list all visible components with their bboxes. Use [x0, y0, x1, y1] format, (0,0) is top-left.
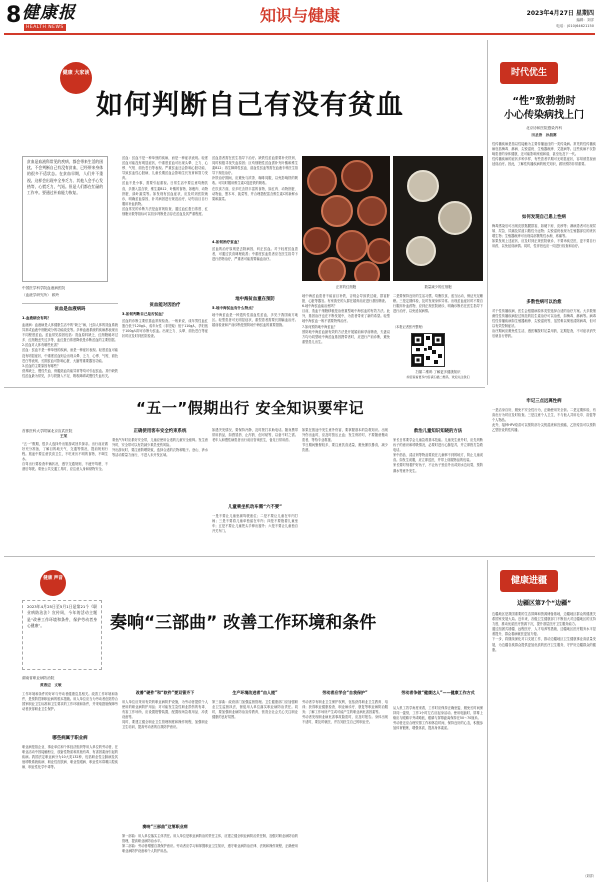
- bottom-right-divider: [487, 560, 488, 882]
- right-kicker-label: 时代优生: [510, 68, 547, 78]
- right-subtitle3: 牢记三点远离性病: [526, 399, 562, 404]
- middle-story-title: “五一”假期出行 安全知识要牢记: [136, 399, 364, 417]
- reduced-rbc-caption: 数量减少的红细胞: [424, 285, 452, 289]
- right-body4: 一是洁身自好，避免不安全性行为，正确使用安全套。二是定期体检，有高危行为时应及时检查。三是注意个人卫生，不与他人共用毛巾、浴盆等个人物品。 此外，接种HPV疫苗可以预防部分尖锐湿疣和宫颈癌，乙肝疫苗可以预防乙型肝炎的性传播。: [492, 408, 596, 433]
- bottom-kicker-badge: [40, 570, 66, 596]
- bottom-author-org: 湖南省职业病防治院: [22, 676, 55, 680]
- normal-rbc-image: [302, 156, 390, 281]
- col3-subtitle: 地中海贫血重在预防: [235, 297, 275, 302]
- bottom-author: 黄燕迈 文敏: [40, 683, 62, 687]
- issue-editor: 编辑：刘洋: [576, 18, 594, 22]
- issue-date: 2023年4月27日 星期四: [526, 10, 594, 17]
- bottom-subtitle4: 生产环境改进者“由人提”: [232, 690, 278, 695]
- bottom-subtitle1: 哪些病属于职业病: [52, 736, 88, 741]
- middle-body1: “五一”假期，很多人选择外出旅游或回乡探亲。出行前应做好充分准备，了解目的地天气、交通等情况，提前规划行程。旅途中要注意饮食卫生，不吃来历不明的食物，不喝生水。 自驾出行要检查车辆状况，遵守交通规则，不疲劳驾驶、不酒后驾驶。乘坐公共交通工具时，应注意人身和财物安全。: [22, 442, 108, 472]
- col3-body3: 地中海贫血是一种遗传性溶血性贫血，多见于我国南方地区。轻型患者可无明显症状，重型患者需要长期输血治疗。婚前检查和产前诊断是预防地中海贫血的重要措施。: [212, 313, 298, 328]
- bottom-col5-body: 从人机工效学角度来看，工作时应保持正确坐姿，避免长时间保持同一姿势，工作1小时左右应起身活动。使用电脑时，屏幕上缘应与眼睛平齐或略低，眼睛与屏幕距离保持在50～70厘米。 劳动者还应合理安排工作和休息时间，保持良好的心态，积极参加体育锻炼，增强体质，提高身体素质。: [393, 706, 483, 731]
- masthead: [0, 0, 599, 36]
- bottom-body1: 工作环境和条件的好坏与劳动者健康息息相关。改善工作环境和条件，是预防控制职业病的根本措施。用人单位应当为劳动者创造符合国家职业卫生标准和卫生要求的工作环境和条件，并采取措施保障劳动者获得职业卫生保护。: [22, 692, 118, 712]
- bottom-kicker-label: 健康 声音: [43, 576, 63, 581]
- bottom-right-note: （刘洋）: [583, 874, 596, 878]
- bottom-body4: 第一部曲：用人单位落实主体责任。用人单位是职业病防治的责任主体，应建立健全职业病防治责任制，加强对职业病防治的管理，提高职业病防治水平。 第二部曲：劳动者增强自我保护意识。劳动者应学习和掌握职业卫生知识，遵守职业病防治法律、法规和操作规程，正确使用职业病防护设备和个人防护用品。: [122, 834, 298, 854]
- middle-author-org: 首都医科大学附属北京宣武医院: [22, 429, 73, 433]
- masthead-rule: [4, 33, 595, 35]
- section1-body: 血液病：血液病是人体健康生活中的“缺乏”病，比如人体的造血系统异常或血液中细胞成分的功能改变等。多种血液系统的疾病都表现出不同程度贫血。贫血常见原因包括：造血原料缺乏、红细胞破坏过多、红细胞丢失过多等，血红蛋白浓度降低是诊断贫血的主要依据。 2.贫血对人体有哪些危害？ 贫血：贫血不是一种单独的疾病，而是一种症状表现。轻度贫血可能没有明显症状，中重度贫血则会出现头晕、乏力、心悸、气短、面色苍白等表现，长期贫血可影响心脏、大脑等重要器官功能。 3.贫血的主要原因有哪些？ 营养缺乏、慢性失血、骨髓造血功能异常等均可引起贫血。其中缺铁性贫血最为常见，多与铁摄入不足、吸收障碍或慢性失血有关。: [22, 323, 118, 378]
- bottom-story-top-rule: [4, 556, 595, 557]
- top-sidebar-divider: [22, 303, 118, 304]
- right-author: 田圣涛 孙晨赛: [531, 133, 557, 137]
- col2-body: 贫血：贫血不是一种单独的疾病，而是一种症状表现。轻度贫血可能没有明显症状，中重度贫血可出现头晕、乏力、心悸、气短、面色苍白等表现。严重贫血还会影响心脏功能，导致贫血性心脏病，儿童长期贫血会影响生长发育和智力发育。 贫血不是小事，需要引起重视。日常生活中要注意均衡饮食，多摄入富含铁、维生素B12、叶酸的食物，如瘦肉、动物肝脏、绿叶蔬菜等。如发现有贫血症状，应及时到医院就诊，明确贫血原因，针对病因进行规范治疗，切勿盲目自行服用补血药物。 贫血常见的诊断方法是血常规检查，通过血红蛋白浓度、红细胞计数等指标可以初步判断是否存在贫血及其严重程度。: [122, 156, 208, 217]
- middle-author: 王某: [60, 434, 68, 438]
- middle-subtitle1: 正确使用客车安全约束系统: [133, 429, 187, 434]
- bottom-story-title: 奏响“三部曲” 改善工作环境和条件: [110, 613, 377, 633]
- bottom-subtitle2: 改善“硬件”和“软件”要双管齐下: [135, 690, 195, 695]
- right-col-divider: [487, 40, 488, 385]
- right-author-org: 北京协和医院感染内科: [526, 126, 562, 130]
- bottom-info-text: 2023年4月25日至5月1日是第21个《职业病防治法》宣传周，今年的活动主题是“改善工作环境和条件，保护劳动者身心健康”。: [27, 604, 97, 629]
- right-body3: 对于性传播疾病，医生会根据病原体类型选择合适的治疗方案。大多数细菌性性传播疾病经过规范的抗生素治疗可以治愈，如梅毒、淋病等。病毒性性传播疾病如生殖器疱疹、尖锐湿疣等，虽然难以彻底清除病毒，但可以有效控制症状。 治疗期间应避免性生活，遵医嘱按时足量用药，定期复查，不可症状消失后就自行停药。: [492, 309, 596, 339]
- middle-body6: 家长日常要学会儿童急救基本技能。儿童发生意外时，应先判断孩子的意识和呼吸情况，必要时进行心肺复苏，并立即拨打急救电话。 家中药品、清洁剂等物品要放在儿童够不到的地方，防止儿童误食。如发生误服，应立即送医，并带上误服物品的包装。 家长要时刻看护好孩子，不让孩子独自外出或到水边玩耍，预防溺水等意外发生。: [393, 438, 483, 473]
- kicker-label: 健康 大家谈: [62, 70, 90, 76]
- section1-question: 1.血液病会有吗？: [22, 316, 52, 320]
- bottom-right-kicker-label: 健康进疆: [510, 576, 547, 586]
- normal-rbc-caption: 正常的红细胞: [335, 285, 357, 289]
- newspaper-logo-en: HEALTH NEWS: [26, 25, 64, 30]
- bottom-right-body: 边疆地区是我国重要的生态屏障和资源储备基地，边疆地区群众的健康关系国家发展大局。近年来，各级卫生健康部门不断加大对边疆地区的支持力度，推动优质医疗资源下沉，提升基层医疗卫生服务能力。 通过组团式援疆、远程医疗、人才培养等措施，边疆地区医疗服务水平显著提升，群众看病就医更加方便。 下一步，将继续深化对口支援工作，推动边疆地区卫生健康事业高质量发展，为边疆各族群众提供更加优质的医疗卫生服务，守护好边疆群众的健康。: [492, 612, 596, 652]
- middle-subtitle2: 儿童乘坐机动车需“六不要”: [227, 505, 283, 510]
- bottom-body3: 用人单位应采用有效的职业病防护设施，为劳动者提供个人使用的职业病防护用品；对可能发生急性职业损伤的有毒、有害工作场所，应设置报警装置，配置现场急救用品、冲洗设备等。 同时，要建立健全职业卫生管理制度和操作规程，加强职业卫生培训，提高劳动者的自我防护意识。: [122, 700, 208, 730]
- col2-question: 3.如何判断自己是否贫血？: [122, 312, 166, 316]
- col2-subtitle: 贫血能对因治疗: [149, 303, 181, 308]
- bottom-right-title: 边疆区第7个“边疆”: [516, 600, 572, 607]
- col3-body: 贫血患者需在医生指导下治疗。缺铁性贫血需要补充铁剂，同时积极寻找失血原因；巨幼细胞性贫血需补充叶酸和维生素B12；再生障碍性贫血、溶血性贫血等需在血液专科医生指导下规范治疗。 补铁治疗期间，应避免与浓茶、咖啡同服，以免影响铁的吸收。可同时服用维生素C促进铁的吸收。 在饮食方面，应多吃含铁丰富的食物，如红肉、动物肝脏、动物血、黑木耳、菠菜等，并合理搭配富含维生素C的新鲜水果和蔬菜。: [212, 156, 298, 201]
- col4-body: 地中海贫血患者不能盲目补铁，否则会导致铁过载，损害肝脏、心脏等器官。有家族史的人群在婚育前应进行基因筛查。 6.地中海贫血能治愈吗？ 目前，造血干细胞移植是治愈重型地中海贫血的有效方法。此外，基因治疗也在不断发展中，为患者带来了新的希望。轻型地中海贫血一般不需要特殊治疗。 7.如何预防地中海贫血？ 预防地中海贫血最有效的方法是开展婚前和孕前筛查，夫妻双方均为同型地中海贫血基因携带者时，应进行产前诊断，避免重型患儿出生。: [302, 294, 390, 344]
- bottom-subtitle3: 奏响“三部曲”这第职业病: [142, 824, 188, 829]
- section-title: 知识与健康: [259, 6, 340, 25]
- qr-caption-2: 如需查看更多内容请扫描二维码，欢迎关注我们: [406, 375, 470, 379]
- middle-body2: 乘坐汽车时应系好安全带，儿童应使用合适的儿童安全座椅。发生意外时，安全带可以有效减少乘员受伤风险。 外出游玩时，要注意防晒防蚊，选择合适的衣物和鞋子。登山、涉水等活动要量力而行，不进入未开发区域。: [112, 438, 208, 458]
- right-body2: 梅毒感染后可出现皮肤黏膜损害，如硬下疳、皮疹等；淋病患者可出现尿频、尿急、尿痛及尿道口脓性分泌物；尖锐湿疣表现为生殖器部位的疣状增生物；生殖器疱疹可出现局部簇集性水疱、疼痛等。 如果发现上述症状，应及时到正规医院就诊，不要讳疾忌医，更不要自行用药，以免延误病情。同时，性伴侣也应一同进行检查和治疗。: [492, 224, 596, 249]
- reduced-rbc-image: [393, 156, 483, 281]
- col2-body2: 贫血的诊断主要依靠血常规检查。一般来说，成年男性血红蛋白低于120g/L，成年女性（非妊娠）低于110g/L，孕妇低于100g/L即可诊断为贫血。出现乏力、头晕、面色苍白等症状时应及时到医院检查。: [122, 319, 208, 339]
- bottom-body2: 职业病是指企业、事业单位和个体经济组织等用人单位的劳动者，在职业活动中因接触粉尘、放射性物质和其他有毒、有害因素而引起的疾病。我国法定职业病分为10大类132种，包括职业性尘肺病及其他呼吸系统疾病、职业性皮肤病、职业性眼病、职业性耳鼻喉口腔疾病、职业性化学中毒等。: [22, 745, 118, 770]
- col5-note: （本报记者张丹整理）: [393, 325, 425, 329]
- qr-caption: 扫描二维码 了解更多健康知识: [415, 370, 461, 374]
- middle-body4: 一是不要让儿童坐副驾驶座位；二是不要让儿童在车内打闹；三是不要将儿童单独留在车内；四是不要抱着儿童坐车；五是不要让儿童把头手伸出窗外；六是不要让儿童独自开关车门。: [212, 514, 298, 534]
- bottom-body6: 劳动者享有职业卫生保护权利，包括获得职业卫生教育、培训；获得职业健康检查、职业病诊疗、康复等职业病防治服务；了解工作场所产生或可能产生的职业病危害因素等。 劳动者发现职业病危害事故隐患时，应及时报告。身体出现不适时，要及时就医，并告知医生自己的职业史。: [302, 700, 388, 725]
- col3-question5: 5.地中海贫血有什么特点？: [212, 306, 256, 310]
- middle-subtitle3: 救治儿童知识知晓的方法: [413, 429, 463, 434]
- right-body1: 性传播疾病是指以性接触为主要传播途径的一类传染病。常见的性传播疾病包括梅毒、淋病、尖锐湿疣、生殖器疱疹、艾滋病等。这些疾病不仅影响患者的身体健康，还可能影响家庭和谐，甚至危及下一代。 性传播疾病的症状多种多样，有些患者早期可无明显症状，容易被忽视而延误治疗。因此，了解性传播疾病的相关知识，做好预防非常重要。: [492, 142, 596, 167]
- top-sidebar-author-org: 中国医学科学院血液病医院: [22, 286, 66, 290]
- col5-body: 二是要保持良好的生活习惯，均衡饮食，适当运动，保证充足睡眠。三是定期体检，及时发现身体异常。出现贫血症状时不要自行服用补血药物，应到正规医院就诊，明确诊断后在医生指导下进行治疗，以免延误病情。: [393, 294, 483, 314]
- bottom-subtitle5: 劳动者应学会“自我保护”: [322, 690, 368, 695]
- page-number: 8: [6, 3, 22, 28]
- section1-subtitle: 贫血是血液病吗: [54, 307, 86, 312]
- middle-story-top-rule: [4, 387, 485, 388]
- bottom-col5-subtitle: 劳动者争做“健康达人”——健康工作方式: [401, 690, 475, 695]
- newspaper-logo: 健康报: [22, 3, 76, 23]
- col3-question: 4.如何治疗贫血？: [212, 240, 242, 244]
- right-subtitle2: 多数性病可以治愈: [526, 300, 562, 305]
- col3-body2: 贫血的治疗原则是去除病因，纠正贫血。对于轻度贫血患者，可通过饮食调理改善；中重度贫血患者应在医生指导下进行药物治疗，严重者可能需要输血治疗。: [212, 247, 298, 262]
- top-story-title: 如何判断自己有没有贫血: [96, 90, 404, 121]
- right-subtitle1: 如何发现自己患上性病: [522, 215, 566, 220]
- middle-body5: 如果在旅途中发生意外伤害，要掌握基本的急救知识。出现外伤出血时，应及时按压止血；发生骨折时，不要随意搬动患者，等待专业救援。 节日期间聚餐较多，要注意饮食适量，避免暴饮暴食，减少饮酒。: [302, 428, 388, 453]
- bottom-body5: 第三部曲：政府部门加强监督管理。卫生健康部门应加强职业卫生监督执法，督促用人单位落实职业病防治责任。同时，要加强职业病防治宣传教育，营造全社会关心关注职业健康的良好氛围。: [212, 700, 298, 720]
- qr-code: [411, 333, 445, 367]
- middle-body3: 如遇突发情况，要保持冷静，及时拨打求助电话。随身携带常用药品，如感冒药、止泻药、创可贴等，以备不时之需。老年人和慢性病患者出行前应咨询医生，备足日常用药。: [212, 428, 298, 443]
- top-sidebar-author: （血液学研究所） 顾玲: [22, 293, 60, 297]
- top-sidebar-text: 贫血是血液科常见的疾病，都会带来生活的困扰。不会判断自己有没有贫血，已经带来身体的很多不适状态。在贫血早期，人们并不重视。这样会出现中全身乏力、其他人会手心发热等，心慌乏力，气短。但是人们都在忙碌的工作中。要通过补血能力恢复。: [27, 159, 103, 196]
- issue-phone: 电话：(010)64621150: [556, 24, 594, 28]
- right-title-line1: “性”致勃勃时: [512, 96, 576, 107]
- right-title-line2: 小心传染病找上门: [504, 110, 584, 121]
